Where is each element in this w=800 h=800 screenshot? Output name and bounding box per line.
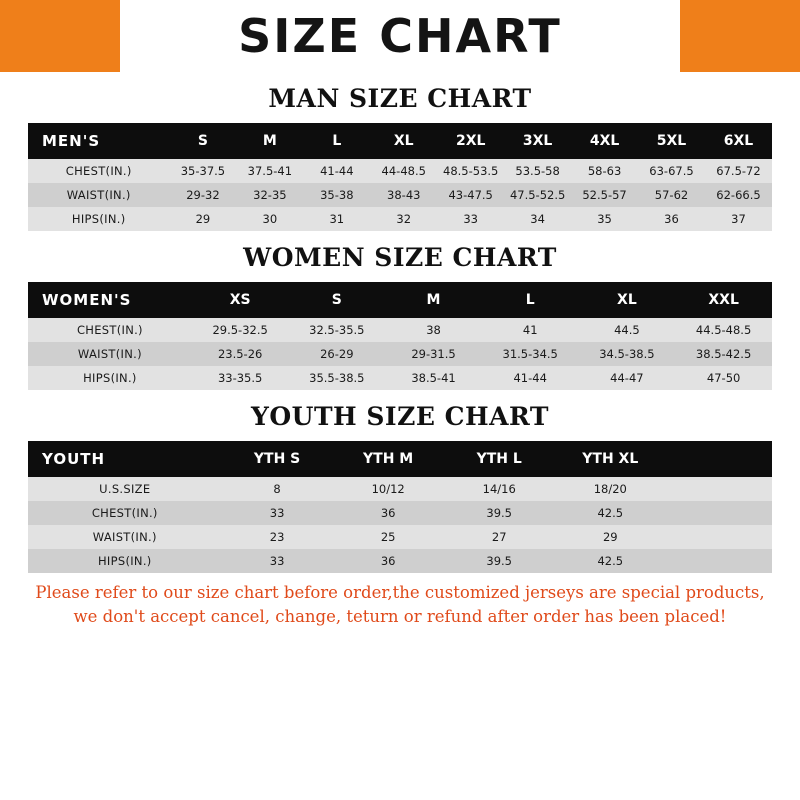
table-cell: 14/16 [482,482,516,496]
row-label: CHEST(IN.) [91,506,158,520]
corner-label-youth: YOUTH [42,450,106,468]
table-cell-spacer [666,525,772,549]
table-cell: 29-31.5 [411,347,456,361]
table-cell: 42.5 [597,506,624,520]
table-cell: 23.5-26 [217,347,263,361]
column-header: XL [617,292,637,308]
column-header: 6XL [723,133,754,149]
table-cell: 39.5 [486,554,512,568]
row-label: CHEST(IN.) [76,323,143,337]
footer-note-line-2: we don't accept cancel, change, teturn or refund after order has been placed! [73,606,727,626]
table-cell: 32 [396,212,412,226]
table-cell: 44-47 [610,371,644,385]
table-row [28,318,772,342]
table-cell: 44.5-48.5 [695,323,752,337]
table-cell: 43-47.5 [448,188,493,202]
table-row [28,159,772,183]
table-cell: 32.5-35.5 [309,323,365,337]
table-row [28,501,772,525]
table-cell-spacer [666,477,772,501]
table-cell: 35.5-38.5 [309,371,365,385]
row-label: HIPS(IN.) [97,554,152,568]
section-women [0,243,800,390]
section-youth [0,402,800,573]
table-row [28,525,772,549]
table-cell: 67.5-72 [716,164,761,178]
section-title-youth: YOUTH SIZE CHART [251,402,549,431]
row-label: WAIST(IN.) [92,530,157,544]
table-cell: 35-37.5 [180,164,226,178]
table-cell: 33-35.5 [217,371,263,385]
column-header: YTH XL [582,451,639,467]
table-cell-spacer [666,549,772,573]
row-label: HIPS(IN.) [71,212,126,226]
table-cell: 36 [380,554,396,568]
column-header: S [331,292,342,308]
table-cell: 38-43 [387,188,421,202]
table-cell: 37.5-41 [247,164,293,178]
table-cell: 42.5 [597,554,624,568]
table-row [28,549,772,573]
table-header-row [28,282,772,318]
table-cell: 32-35 [253,188,287,202]
table-cell: 47-50 [706,371,741,385]
table-cell: 29 [602,530,618,544]
column-header: L [525,292,535,308]
table-cell: 29.5-32.5 [212,323,268,337]
corner-label-women: WOMEN'S [42,291,132,309]
table-row [28,342,772,366]
table-cell: 10/12 [371,482,405,496]
column-header: YTH S [253,451,301,467]
table-cell: 53.5-58 [515,164,560,178]
table-cell: 41 [522,323,538,337]
table-cell: 35-38 [320,188,354,202]
table-cell: 44.5 [614,323,640,337]
column-header: YTH L [476,451,522,467]
table-row [28,366,772,390]
table-cell: 27 [491,530,507,544]
header-banner [0,0,800,72]
section-title-women: WOMEN SIZE CHART [243,243,557,272]
table-row [28,477,772,501]
section-title-man: MAN SIZE CHART [268,84,532,113]
table-cell: 33 [269,554,285,568]
table-cell: 48.5-53.5 [443,164,499,178]
table-cell: 33 [269,506,285,520]
row-label: HIPS(IN.) [83,371,137,385]
table-cell: 41-44 [320,164,354,178]
footer-note [0,573,800,629]
table-cell: 31.5-34.5 [502,347,558,361]
table-cell: 25 [380,530,396,544]
table-cell: 62-66.5 [716,188,761,202]
table-cell: 34.5-38.5 [599,347,655,361]
column-header: XXL [708,292,739,308]
table-cell: 38.5-41 [411,371,456,385]
column-header: XS [229,292,251,308]
table-cell: 52.5-57 [582,188,627,202]
table-cell: 34 [530,212,545,226]
table-row [28,183,772,207]
column-header: YTH M [363,451,414,467]
table-cell: 63-67.5 [649,164,694,178]
page-title: SIZE CHART [238,9,562,63]
table-cell: 18/20 [593,482,627,496]
table-row [28,207,772,231]
row-label: WAIST(IN.) [77,347,142,361]
women-size-table [28,282,772,390]
column-header-spacer [666,441,772,477]
row-label: CHEST(IN.) [65,164,132,178]
row-label: U.S.SIZE [99,482,151,496]
table-cell: 41-44 [513,371,547,385]
table-cell: 38.5-42.5 [695,347,752,361]
column-header: 4XL [589,133,620,149]
column-header: L [332,133,342,149]
column-header: M [262,133,277,149]
table-cell: 29-32 [186,188,220,202]
footer-note-line-1: Please refer to our size chart before order,the customized jerseys are special products, [35,583,765,602]
column-header: XL [393,133,414,149]
table-cell: 36 [380,506,396,520]
table-cell: 37 [731,212,746,226]
table-cell: 31 [329,212,345,226]
row-label: WAIST(IN.) [66,188,131,202]
table-header-row [28,123,772,159]
column-header: 2XL [455,133,486,149]
table-cell: 33 [463,212,478,226]
table-cell: 47.5-52.5 [509,188,566,202]
column-header: 5XL [656,133,687,149]
corner-label-men: MEN'S [42,132,101,150]
youth-size-table [28,441,772,573]
column-header: M [426,292,441,308]
table-cell-spacer [666,501,772,525]
table-cell: 58-63 [587,164,622,178]
table-cell: 8 [273,482,281,496]
table-cell: 44-48.5 [381,164,426,178]
table-cell: 35 [597,212,612,226]
table-cell: 36 [664,212,679,226]
table-cell: 57-62 [654,188,689,202]
column-header: S [197,133,208,149]
table-header-row [28,441,772,477]
column-header: 3XL [522,133,553,149]
table-cell: 38 [426,323,441,337]
table-cell: 26-29 [320,347,354,361]
table-cell: 29 [195,212,211,226]
table-cell: 39.5 [486,506,512,520]
table-cell: 23 [269,530,285,544]
table-cell: 30 [262,212,278,226]
men-size-table [28,123,772,231]
section-man [0,84,800,231]
